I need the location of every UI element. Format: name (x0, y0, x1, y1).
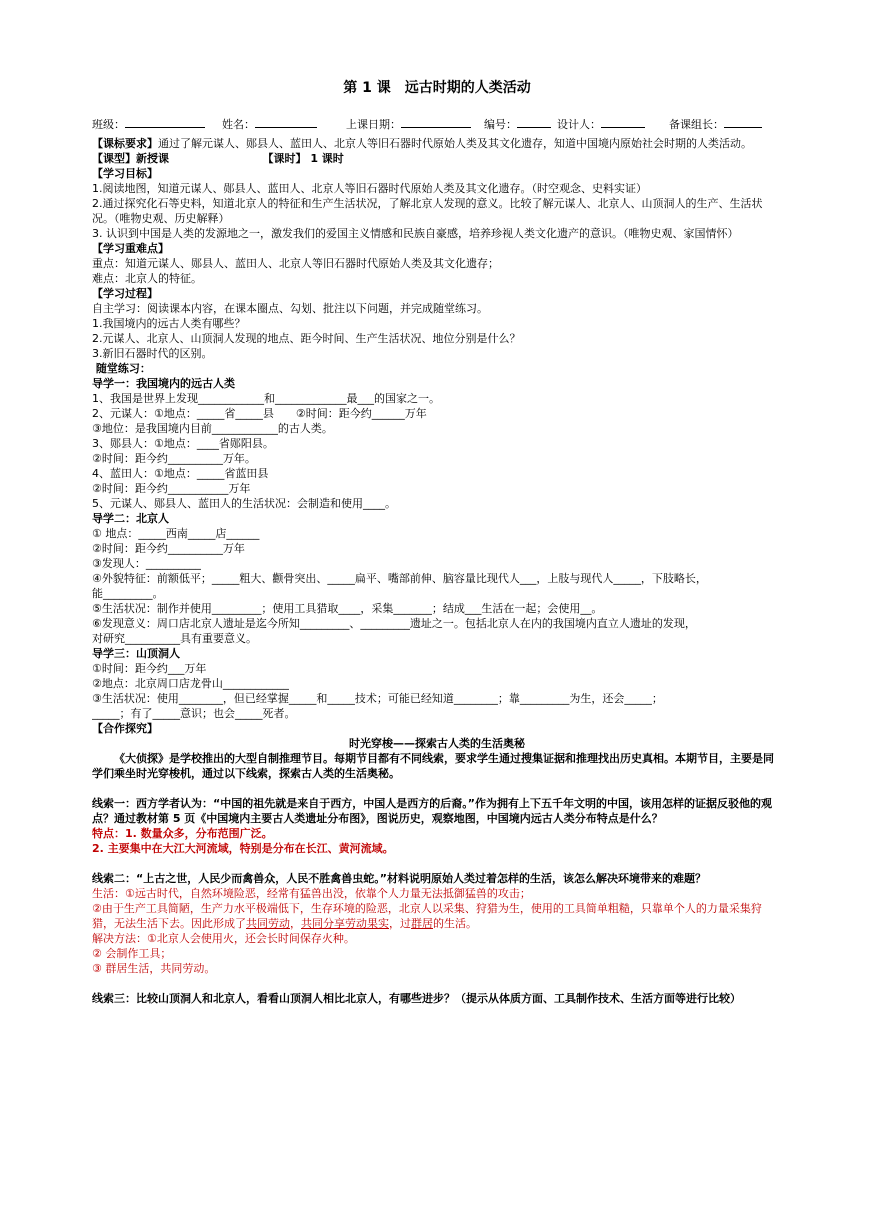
leader-field[interactable] (669, 114, 762, 135)
guide3-line[interactable]: ①时间：距今约___万年 (92, 662, 207, 675)
guide1-heading: 导学一：我国境内的远古人类 (92, 377, 235, 390)
answer-2b-underline: 共同分享劳动果实 (301, 917, 389, 930)
number-label: 编号： (484, 118, 517, 131)
header-fields (92, 114, 782, 134)
answer-2c: 解决方法：①北京人会使用火，还会长时间保存火种。 (92, 932, 355, 945)
guide2-heading: 导学二：北京人 (92, 512, 169, 525)
answer-2b-underline: 群居 (411, 917, 433, 930)
guide2-line[interactable]: ⑤生活状况：制作并使用_________；使用工具猎取____，采集_______；结成___生活在一起；会使用__。 (92, 602, 603, 615)
process-heading: 【学习过程】 (92, 287, 158, 300)
name-label: 姓名： (222, 118, 255, 131)
guide1-line[interactable]: ③地位：是我国境内目前____________的古人类。 (92, 422, 333, 435)
date-label: 上课日期： (346, 118, 401, 131)
answer-2b-text: ，过 (389, 917, 411, 930)
answer-2a: 生活：①远古时代，自然环境险恶，经常有猛兽出没，依靠个人力量无法抵御猛兽的攻击； (92, 887, 531, 900)
standard-text: 通过了解元谋人、郧县人、蓝田人、北京人等旧石器时代原始人类及其文化遗存，知道中国境内原始社会时期的人类活动。 (158, 137, 752, 150)
guide2-line[interactable]: 能_________。 (92, 587, 164, 600)
guide1-line[interactable]: 4、蓝田人：①地点：_____省蓝田县 (92, 467, 269, 480)
objective-2: 2.通过探究化石等史料，知道北京人的特征和生产生活状况，了解北京人发现的意义。比较了解元谋人、北京人、山顶洞人的生产、生活状况。（唯物史观、历史解释） (92, 197, 763, 225)
guide3-line[interactable]: ③生活状况：使用________，但已经掌握_____和_____技术；可能已经知道________；靠_________为生，还会_____； (92, 692, 663, 705)
answer-2b-text: ②由于生产工具简陋，生产力水平极端低下，生存环境的险恶，北京人以采集、狩猎为生，使用的工具简单粗糙，只靠单个人的力量采集狩猎，无法生活下去。因此形成了 (92, 902, 762, 930)
guide3-line[interactable]: ②地点：北京周口店龙骨山____________ (92, 677, 289, 690)
answer-1b: 2. 主要集中在大江大河流域，特别是分布在长江、黄河流域。 (92, 842, 394, 855)
keypoints-heading: 【学习重难点】 (92, 242, 169, 255)
guide2-line[interactable]: ④外貌特征：前额低平；_____粗大、颧骨突出、_____扁平、嘴部前伸、脑容量比现代人___，上肢与现代人_____，下肢略长， (92, 572, 707, 585)
question-1: 1.我国境内的远古人类有哪些？ (92, 317, 246, 330)
guide2-line[interactable]: ②时间：距今约__________万年 (92, 542, 245, 555)
answer-2e: ③ 群居生活，共同劳动。 (92, 962, 216, 975)
answer-2b-text: ， (290, 917, 301, 930)
clue-2: 线索二：“上古之世，人民少而禽兽众，人民不胜禽兽虫蛇。”材料说明原始人类过着怎样的生活，该怎么解决环境带来的难题？ (92, 872, 706, 885)
guide2-line[interactable]: ⑥发现意义：周口店北京人遗址是迄今所知_________、_________遗址之一。包括北京人在内的我国境内直立人遗址的发现， (92, 617, 696, 630)
designer-label: 设计人： (557, 118, 601, 131)
guide1-line[interactable]: 5、元谋人、郧县人、蓝田人的生活状况：会制造和使用____。 (92, 497, 396, 510)
guide1-line[interactable]: 2、元谋人：①地点：_____省_____县 ②时间：距今约______万年 (92, 407, 427, 420)
designer-field[interactable] (557, 114, 645, 135)
question-2: 2.元谋人、北京人、山顶洞人发现的地点、距今时间、生产生活状况、地位分别是什么？ (92, 332, 521, 345)
guide1-line[interactable]: 1、我国是世界上发现____________和_____________最___的国家之一。 (92, 392, 440, 405)
lesson-type: 【课型】新授课 【课时】 1 课时 (92, 152, 344, 165)
class-label: 班级： (92, 118, 125, 131)
coop-intro: 《大侦探》是学校推出的大型自制推理节目。每期节目都有不同线索，要求学生通过搜集证据和推理找出历史真相。本期节目，主要是同学们乘坐时光穿梭机，通过以下线索，探索古人类的生活奥秘。 (92, 752, 774, 780)
guide1-line[interactable]: 3、郧县人：①地点：____省郧阳县。 (92, 437, 274, 450)
guide1-line[interactable]: ②时间：距今约___________万年 (92, 482, 251, 495)
guide1-line[interactable]: ②时间：距今约__________万年。 (92, 452, 256, 465)
answer-2d: ② 会制作工具； (92, 947, 172, 960)
difficult-point: 难点：北京人的特征。 (92, 272, 202, 285)
objectives-heading: 【学习目标】 (92, 167, 158, 180)
answer-1a: 特点：1. 数量众多，分布范围广泛。 (92, 827, 273, 840)
objective-3: 3. 认识到中国是人类的发源地之一，激发我们的爱国主义情感和民族自豪感，培养珍视人类文化遗产的意识。（唯物史观、家国情怀） (92, 227, 739, 240)
answer-2b (92, 901, 782, 931)
practice-heading: 随堂练习： (92, 362, 151, 375)
guide3-heading: 导学三：山顶洞人 (92, 647, 180, 660)
standard-paragraph (92, 136, 782, 151)
standard-label: 【课标要求】 (92, 137, 158, 150)
guide2-line[interactable]: ① 地点：_____西南_____店______ (92, 527, 260, 540)
leader-label: 备课组长： (669, 118, 724, 131)
guide3-line[interactable]: _____；有了_____意识；也会_____死者。 (92, 707, 296, 720)
answer-2b-underline: 共同劳动 (246, 917, 290, 930)
answer-2b-text: 的生活。 (433, 917, 477, 930)
worksheet-document (92, 78, 782, 1006)
clue-1: 线索一：西方学者认为：“中国的祖先就是来自于西方，中国人是西方的后裔。”作为拥有上下五千年文明的中国，该用怎样的证据反驳他的观点？通过教材第 5 页《中国境内主要古人类遗址分布图》，图说历史，观察地图，中国境内远古人类分布特点是什么？ (92, 797, 772, 825)
clue-3: 线索三：比较山顶洞人和北京人，看看山顶洞人相比北京人，有哪些进步？（提示从体质方面、工具制作技术、生活方面等进行比较） (92, 992, 741, 1005)
number-field[interactable] (484, 114, 551, 135)
coop-subtitle: 时光穿梭——探索古人类的生活奥秘 (349, 737, 525, 750)
name-field[interactable] (222, 114, 317, 135)
question-3: 3.新旧石器时代的区别。 (92, 347, 213, 360)
key-point: 重点：知道元谋人、郧县人、蓝田人、北京人等旧石器时代原始人类及其文化遗存； (92, 257, 499, 270)
self-study: 自主学习：阅读课本内容，在课本圈点、勾划、批注以下问题，并完成随堂练习。 (92, 302, 488, 315)
class-field[interactable] (92, 114, 205, 135)
coop-heading: 【合作探究】 (92, 722, 158, 735)
objective-1: 1.阅读地图，知道元谋人、郧县人、蓝田人、北京人等旧石器时代原始人类及其文化遗存。（时空观念、史料实证） (92, 182, 647, 195)
guide2-line[interactable]: 对研究__________具有重要意义。 (92, 632, 257, 645)
guide2-line[interactable]: ③发现人：__________ (92, 557, 201, 570)
lesson-title: 第 1 课 远古时期的人类活动 (343, 80, 531, 96)
date-field[interactable] (346, 114, 471, 135)
